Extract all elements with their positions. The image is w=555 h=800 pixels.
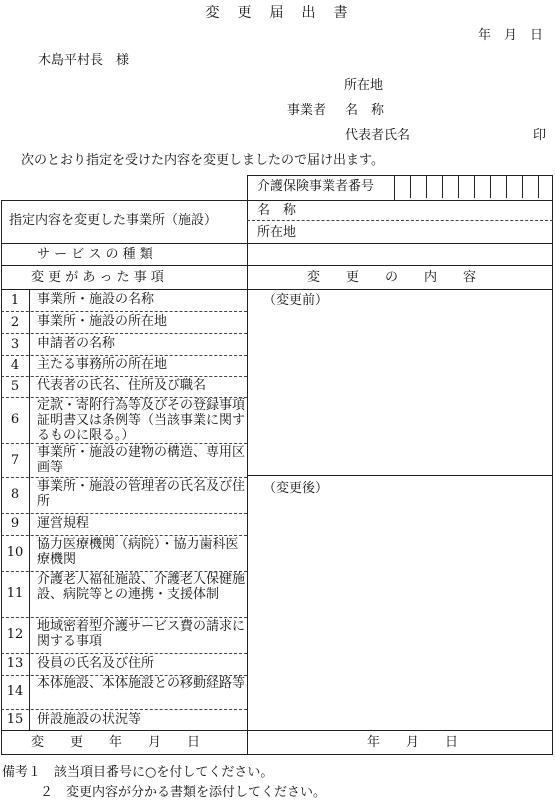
form-title: 変 更 届 出 書	[205, 5, 350, 21]
row-line	[1, 243, 553, 244]
item-label: 申請者の名称	[37, 336, 116, 351]
item-label: 事業所・施設の所在地	[37, 314, 168, 329]
item-label: 介護老人福祉施設、介護老人保健施設、病院等との連携・支援体制	[37, 572, 246, 602]
address-label: 所在地	[344, 78, 384, 93]
item-label: 地域密着型介護サービス費の請求に関する事項	[37, 619, 246, 649]
office-name-label: 名 称	[257, 203, 297, 218]
item-number: 1	[10, 293, 20, 308]
item-label: 事業所・施設の管理者の氏名及び住所	[37, 479, 246, 509]
item-label: 併設施設の状況等	[37, 712, 142, 727]
item-number: 13	[6, 656, 24, 671]
item-separator	[1, 617, 247, 618]
digit-box[interactable]	[490, 176, 507, 198]
table-bottom	[1, 754, 553, 755]
digit-box[interactable]	[410, 176, 427, 198]
row-line	[1, 265, 553, 266]
item-number: 4	[10, 358, 20, 373]
digit-box[interactable]	[538, 176, 555, 198]
changed-item-header: 変 更 が あ っ た 事 項	[31, 270, 164, 285]
change-form-table	[1, 175, 553, 755]
item-separator	[1, 376, 247, 377]
row-line	[1, 289, 553, 290]
item-number: 2	[10, 315, 20, 330]
after-label: （変更後）	[263, 481, 329, 496]
change-date-label: 変 更 年 月 日	[31, 735, 201, 750]
digit-box[interactable]	[458, 176, 475, 198]
item-separator	[1, 513, 247, 514]
note-1: 備考１ 該当項目番号に○を付してください。	[2, 765, 274, 780]
office-dashed-line	[247, 220, 553, 221]
item-separator	[1, 311, 247, 312]
item-label: 協力医療機関（病院）・協力歯科医療機関	[37, 537, 239, 567]
office-address-label: 所在地	[257, 225, 297, 240]
submission-date: 年 月 日	[477, 28, 543, 43]
item-number: 3	[10, 337, 20, 352]
item-number: 7	[10, 453, 20, 468]
addressee: 木島平村長 様	[38, 53, 130, 68]
service-type-label: サ ー ビ ス の 種 類	[37, 247, 153, 262]
item-label: 役員の氏名及び住所	[37, 656, 155, 671]
before-label: （変更前）	[263, 293, 329, 308]
item-separator	[1, 443, 247, 444]
seal-label: 印	[533, 128, 547, 143]
change-content-header: 変 更 の 内 容	[307, 270, 477, 285]
row-line	[1, 730, 553, 731]
item-number: 11	[6, 586, 24, 601]
digit-box[interactable]	[506, 176, 523, 198]
item-separator	[1, 653, 247, 654]
item-number: 6	[10, 412, 20, 427]
item-label: 事業所・施設の名称	[37, 292, 155, 307]
business-label: 事業者	[287, 103, 327, 118]
digit-box[interactable]	[522, 176, 539, 198]
digit-box[interactable]	[426, 176, 443, 198]
item-number: 9	[10, 516, 20, 531]
item-label: 運営規程	[37, 516, 90, 531]
item-separator	[1, 333, 247, 334]
table-top	[1, 200, 553, 201]
item-label: 本体施設、本体施設との移動経路等	[37, 676, 246, 691]
item-number: 10	[6, 545, 24, 560]
item-separator	[1, 355, 247, 356]
item-number: 14	[6, 684, 24, 699]
table-divider	[247, 175, 248, 755]
item-label: 定款・寄附行為等及びその登録事項証明書又は条例等（当該事業に関するものに限る。）	[37, 398, 246, 443]
table-border-right	[552, 175, 553, 755]
item-label: 主たる事務所の所在地	[37, 357, 168, 372]
item-label: 事業所・施設の建物の構造、専用区画等	[37, 445, 246, 475]
item-number: 15	[6, 712, 24, 727]
provider-number-boxes[interactable]	[394, 175, 552, 200]
office-label: 指定内容を変更した事業所（施設）	[9, 213, 218, 228]
digit-box[interactable]	[474, 176, 491, 198]
provider-number-label: 介護保険事業者番号	[257, 179, 375, 194]
item-number: 8	[10, 487, 20, 502]
item-number: 12	[6, 627, 24, 642]
intro-text: 次のとおり指定を受けた内容を変更しましたので届け出ます。	[21, 153, 384, 168]
representative-label: 代表者氏名	[345, 128, 411, 143]
item-separator	[1, 535, 247, 536]
item-separator	[1, 477, 247, 478]
note-2: ２ 変更内容が分かる書類を添付してください。	[40, 785, 327, 800]
item-label: 代表者の氏名、住所及び職名	[37, 378, 207, 393]
item-separator	[1, 709, 247, 710]
item-number: 5	[10, 379, 20, 394]
name-label: 名 称	[345, 103, 385, 118]
digit-box[interactable]	[442, 176, 459, 198]
before-after-divider	[247, 475, 553, 476]
change-date-value[interactable]: 年 月 日	[367, 735, 459, 750]
